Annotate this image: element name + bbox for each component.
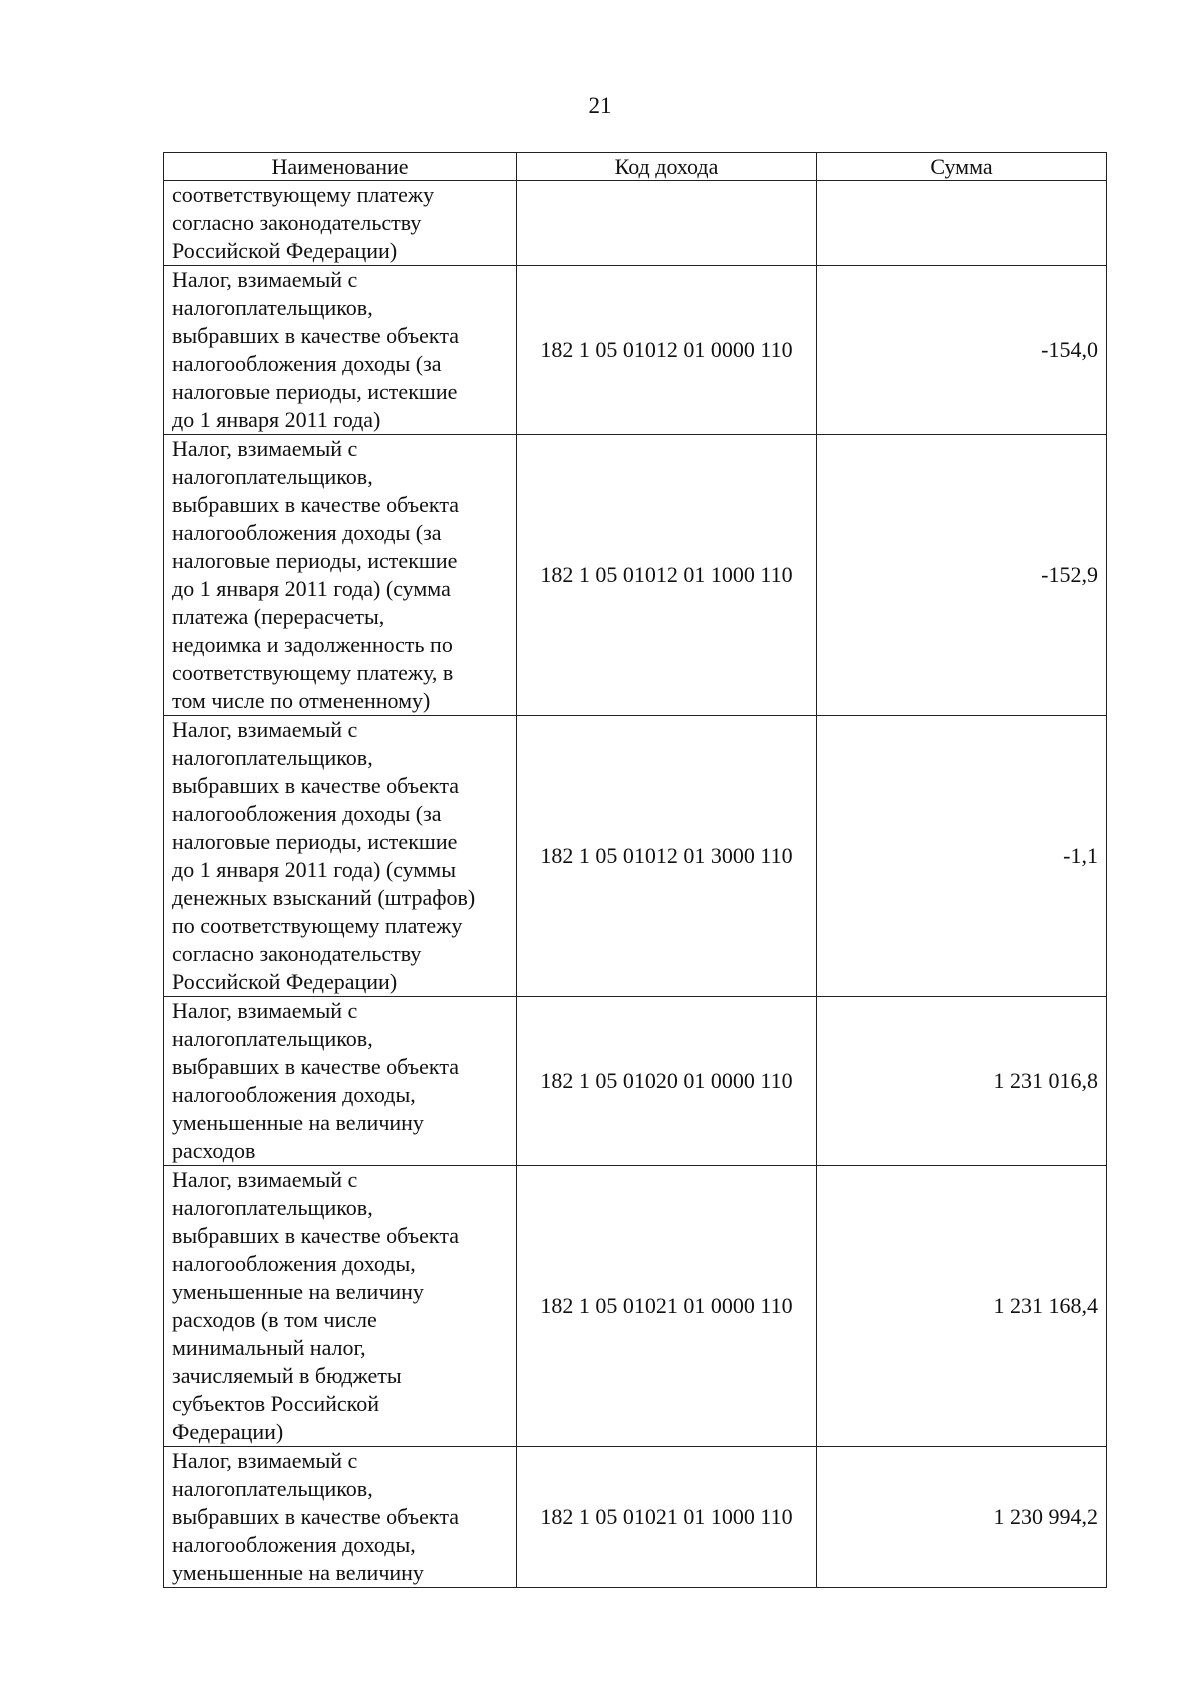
row-sum-cell: -1,1 bbox=[817, 716, 1107, 997]
table-header bbox=[164, 153, 1107, 181]
table-row bbox=[164, 181, 1107, 266]
row-code-cell: 182 1 05 01020 01 0000 110 bbox=[517, 997, 817, 1166]
row-name-cell: Налог, взимаемый с налогоплательщиков, выбравших в качестве объекта налогообложения доходы (за налоговые периоды, истекшие до 1 января 2011 года) (суммы денежных взысканий (штрафов) по соответствующему платежу согласно законодательству Российской Федерации) bbox=[164, 716, 517, 997]
header-row bbox=[164, 153, 1107, 181]
income-table bbox=[163, 152, 1107, 1588]
row-sum-cell: -154,0 bbox=[817, 266, 1107, 435]
table-body bbox=[164, 181, 1107, 1588]
row-sum-cell: -152,9 bbox=[817, 435, 1107, 716]
row-sum-cell: 1 231 168,4 bbox=[817, 1166, 1107, 1447]
row-sum-cell bbox=[817, 181, 1107, 266]
header-code: Код дохода bbox=[517, 153, 817, 181]
table-row bbox=[164, 266, 1107, 435]
table-row bbox=[164, 716, 1107, 997]
row-name-cell: соответствующему платежу согласно законодательству Российской Федерации) bbox=[164, 181, 517, 266]
row-name-cell: Налог, взимаемый с налогоплательщиков, выбравших в качестве объекта налогообложения доходы, уменьшенные на величину bbox=[164, 1447, 517, 1588]
row-sum-cell: 1 231 016,8 bbox=[817, 997, 1107, 1166]
row-code-cell bbox=[517, 181, 817, 266]
row-code-cell: 182 1 05 01012 01 3000 110 bbox=[517, 716, 817, 997]
row-name-cell: Налог, взимаемый с налогоплательщиков, выбравших в качестве объекта налогообложения доходы, уменьшенные на величину расходов (в том числе минимальный налог, зачисляемый в бюджеты субъектов Российской Федерации) bbox=[164, 1166, 517, 1447]
row-code-cell: 182 1 05 01021 01 0000 110 bbox=[517, 1166, 817, 1447]
row-code-cell: 182 1 05 01012 01 1000 110 bbox=[517, 435, 817, 716]
table-row bbox=[164, 435, 1107, 716]
table-row bbox=[164, 1447, 1107, 1588]
row-name-cell: Налог, взимаемый с налогоплательщиков, выбравших в качестве объекта налогообложения доходы (за налоговые периоды, истекшие до 1 января 2011 года) (сумма платежа (перерасчеты, недоимка и задолженность по соответствующему платежу, в том числе по отмененному) bbox=[164, 435, 517, 716]
row-name-cell: Налог, взимаемый с налогоплательщиков, выбравших в качестве объекта налогообложения доходы (за налоговые периоды, истекшие до 1 января 2011 года) bbox=[164, 266, 517, 435]
page-number: 21 bbox=[588, 93, 612, 118]
table-row bbox=[164, 997, 1107, 1166]
header-name: Наименование bbox=[164, 153, 517, 181]
header-sum: Сумма bbox=[817, 153, 1107, 181]
row-sum-cell: 1 230 994,2 bbox=[817, 1447, 1107, 1588]
row-name-cell: Налог, взимаемый с налогоплательщиков, выбравших в качестве объекта налогообложения доходы, уменьшенные на величину расходов bbox=[164, 997, 517, 1166]
row-code-cell: 182 1 05 01012 01 0000 110 bbox=[517, 266, 817, 435]
row-code-cell: 182 1 05 01021 01 1000 110 bbox=[517, 1447, 817, 1588]
table-row bbox=[164, 1166, 1107, 1447]
